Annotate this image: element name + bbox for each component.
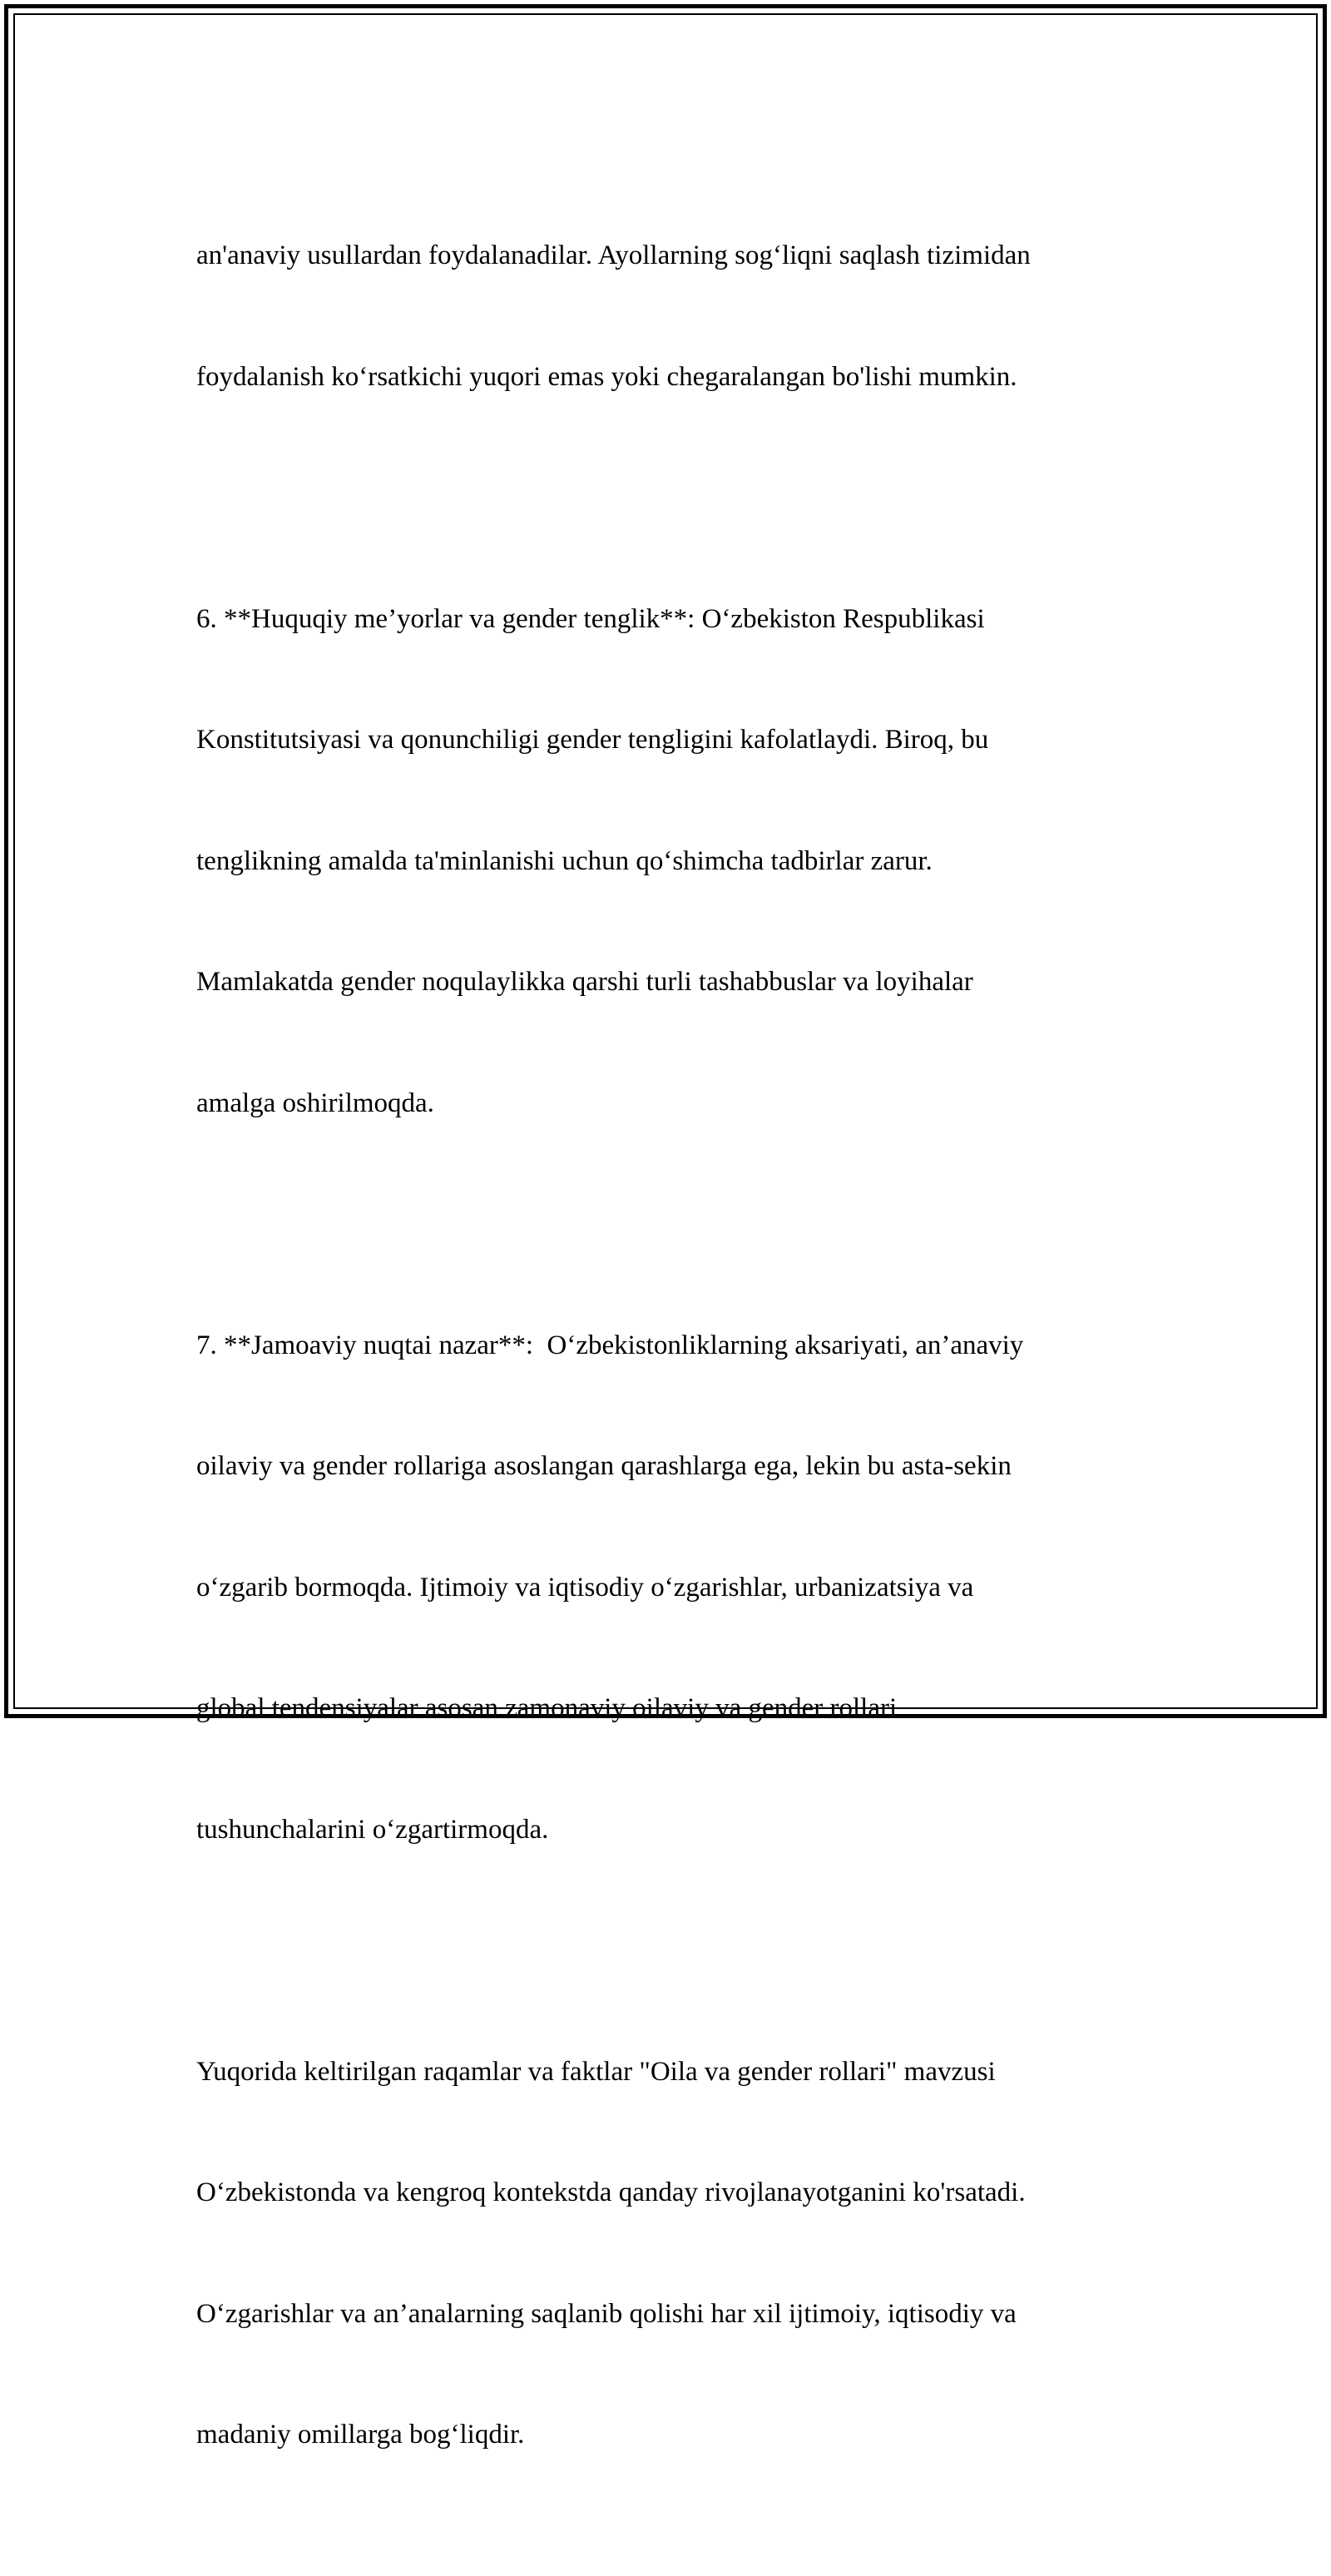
text-line: 7. **Jamoaviy nuqtai nazar**: O‘zbekistonliklarning aksariyati, an’anaviy bbox=[196, 1330, 1024, 1360]
text-line: global tendensiyalar asosan zamonaviy oilaviy va gender rollari bbox=[196, 1693, 898, 1723]
text-line: O‘zbekistonda va kengroq kontekstda qanday rivojlanayotganini ko'rsatadi. bbox=[196, 2177, 1026, 2207]
document-body bbox=[196, 155, 1161, 2576]
paragraph-legal-norms bbox=[196, 518, 1161, 1205]
paragraph-collective-view bbox=[196, 1245, 1161, 1931]
paragraph-health-usage bbox=[196, 155, 1161, 478]
paragraph-conclusion bbox=[196, 1971, 1161, 2536]
text-line: tushunchalarini o‘zgartirmoqda. bbox=[196, 1814, 549, 1845]
text-line: madaniy omillarga bog‘liqdir. bbox=[196, 2420, 525, 2450]
text-line: 6. **Huquqiy me’yorlar va gender tenglik**: O‘zbekiston Respublikasi bbox=[196, 603, 985, 634]
text-line: o‘zgarib bormoqda. Ijtimoiy va iqtisodiy o‘zgarishlar, urbanizatsiya va bbox=[196, 1572, 974, 1603]
text-line: Konstitutsiyasi va qonunchiligi gender tengligini kafolatlaydi. Biroq, bu bbox=[196, 725, 989, 755]
text-line: Mamlakatda gender noqulaylikka qarshi turli tashabbuslar va loyihalar bbox=[196, 967, 973, 997]
text-line: an'anaviy usullardan foydalanadilar. Ayollarning sog‘liqni saqlash tizimidan bbox=[196, 240, 1031, 270]
text-line: amalga oshirilmoqda. bbox=[196, 1087, 434, 1118]
text-line: foydalanish ko‘rsatkichi yuqori emas yoki chegaralangan bo'lishi mumkin. bbox=[196, 361, 1017, 392]
text-line: oilaviy va gender rollariga asoslangan qarashlarga ega, lekin bu asta-sekin bbox=[196, 1451, 1012, 1481]
text-line: O‘zgarishlar va an’analarning saqlanib qolishi har xil ijtimoiy, iqtisodiy va bbox=[196, 2298, 1017, 2329]
text-line: tenglikning amalda ta'minlanishi uchun qo‘shimcha tadbirlar zarur. bbox=[196, 845, 933, 876]
text-line: Yuqorida keltirilgan raqamlar va faktlar "Oila va gender rollari" mavzusi bbox=[196, 2056, 996, 2087]
